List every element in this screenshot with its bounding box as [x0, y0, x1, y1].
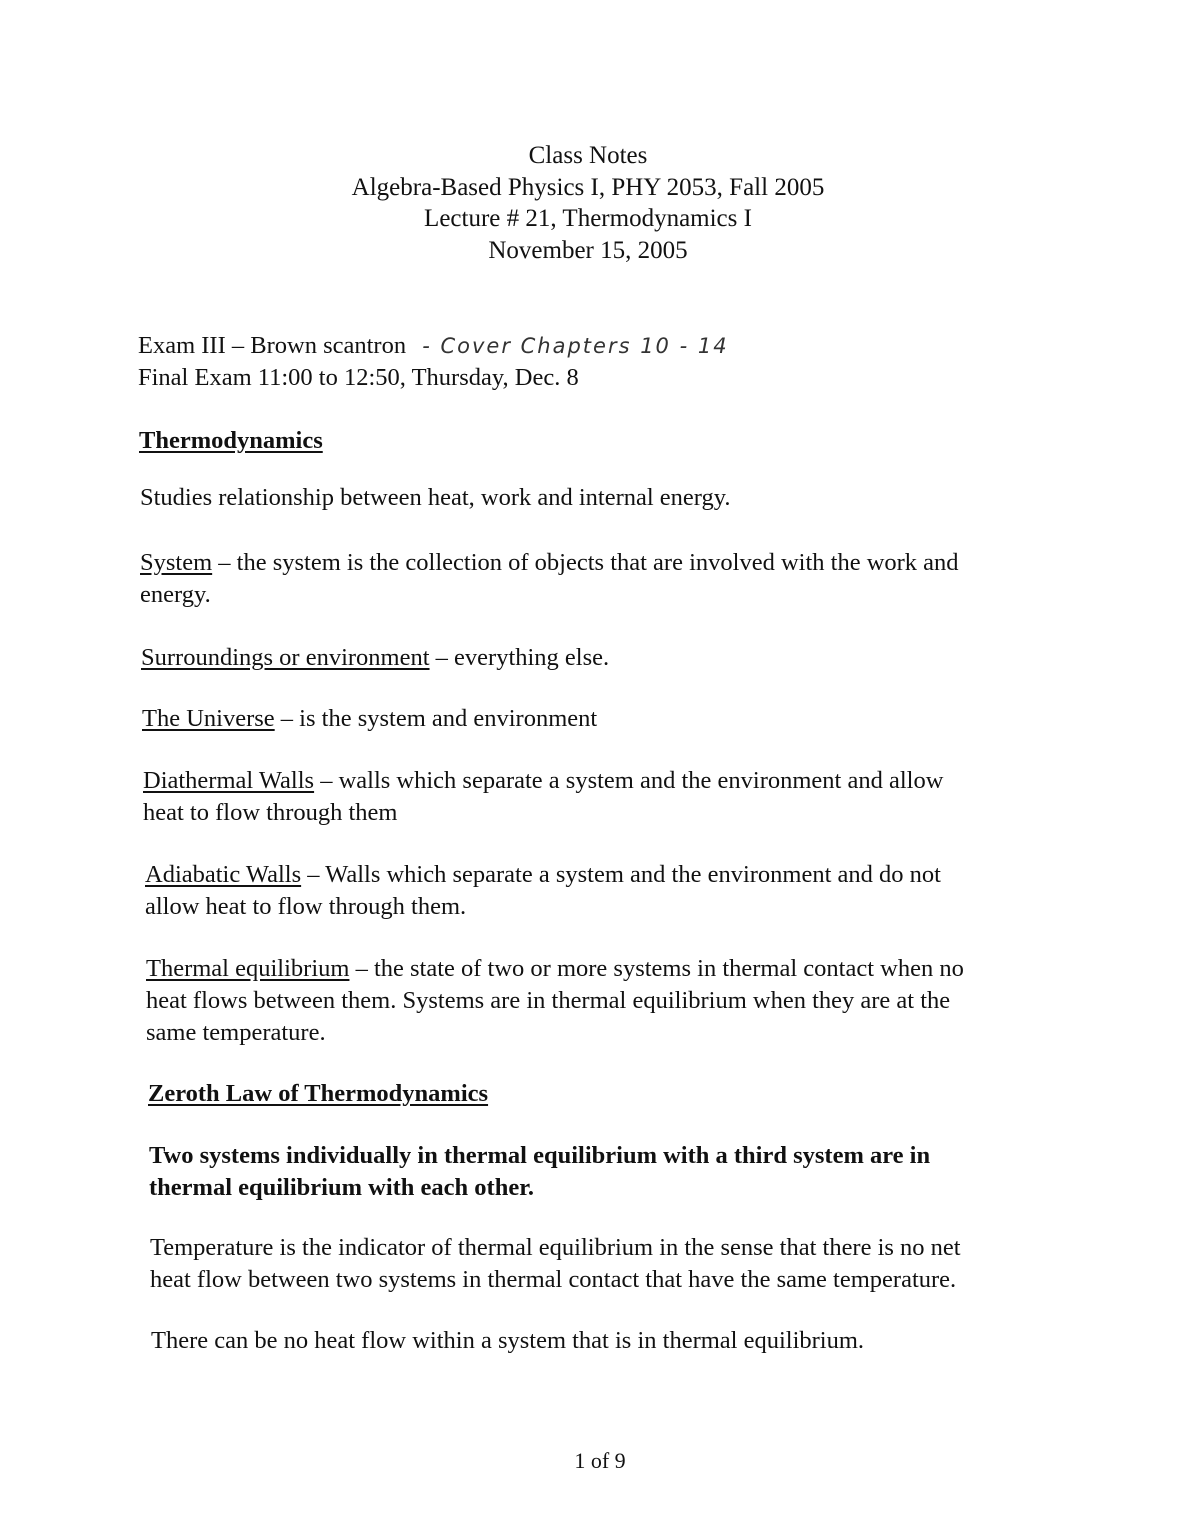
definition-adiabatic-line1: – Walls which separate a system and the environment and do not	[301, 861, 941, 888]
definition-diathermal	[143, 765, 943, 829]
definition-thermal-equilibrium	[146, 953, 964, 1049]
no-heat-flow-text: There can be no heat flow within a system that is in thermal equilibrium.	[151, 1327, 865, 1354]
header-lecture: Lecture # 21, Thermodynamics I	[424, 205, 752, 232]
temperature-paragraph-line1: Temperature is the indicator of thermal equilibrium in the sense that there is no net	[150, 1234, 961, 1261]
thermodynamics-intro-block	[140, 482, 731, 514]
page-number: 1 of 9	[574, 1448, 626, 1473]
definition-universe	[142, 703, 597, 735]
definition-equilibrium-line2: heat flows between them. Systems are in thermal equilibrium when they are at the	[146, 987, 951, 1014]
definition-system-line2: energy.	[140, 581, 211, 608]
definition-diathermal-line2: heat to flow through them	[143, 799, 398, 826]
temperature-paragraph-line2: heat flow between two systems in thermal contact that have the same temperature.	[150, 1266, 957, 1293]
thermodynamics-heading: Thermodynamics	[139, 427, 323, 454]
term-universe: The Universe	[142, 705, 275, 732]
zeroth-law-statement-line2: thermal equilibrium with each other.	[149, 1174, 534, 1201]
announcements	[138, 330, 729, 394]
header-date: November 15, 2005	[488, 236, 688, 264]
definition-adiabatic	[145, 859, 941, 923]
term-system: System	[140, 549, 213, 576]
definition-surroundings-text: – everything else.	[429, 644, 610, 671]
zeroth-law-statement-line1: Two systems individually in thermal equilibrium with a third system are in	[149, 1142, 931, 1169]
term-thermal-equilibrium: Thermal equilibrium	[146, 955, 350, 982]
definition-equilibrium-line3: same temperature.	[146, 1019, 326, 1046]
zeroth-law-heading: Zeroth Law of Thermodynamics	[148, 1080, 489, 1107]
definition-equilibrium-line1: – the state of two or more systems in thermal contact when no	[349, 955, 964, 982]
term-surroundings: Surroundings or environment	[141, 644, 430, 671]
term-adiabatic-walls: Adiabatic Walls	[145, 861, 302, 888]
definition-system	[140, 547, 959, 611]
temperature-paragraph	[150, 1232, 961, 1296]
exam3-line	[138, 330, 729, 362]
definition-adiabatic-line2: allow heat to flow through them.	[145, 893, 467, 920]
exam3-handwritten-note: - Cover Chapters 10 - 14	[422, 334, 729, 358]
header-class-notes: Class Notes	[528, 142, 648, 169]
definition-surroundings	[141, 642, 609, 674]
thermodynamics-heading-block	[139, 425, 323, 457]
zeroth-law-heading-block	[148, 1078, 488, 1110]
zeroth-law-statement	[149, 1140, 930, 1204]
thermodynamics-intro: Studies relationship between heat, work and internal energy.	[140, 484, 731, 511]
document-header	[0, 140, 1176, 266]
no-heat-flow-paragraph	[151, 1325, 864, 1357]
header-course: Algebra-Based Physics I, PHY 2053, Fall 2005	[351, 173, 825, 201]
definition-system-line1: – the system is the collection of objects that are involved with the work and	[212, 549, 959, 576]
definition-diathermal-line1: – walls which separate a system and the environment and allow	[314, 767, 944, 794]
final-exam-line: Final Exam 11:00 to 12:50, Thursday, Dec. 8	[138, 364, 579, 391]
term-diathermal-walls: Diathermal Walls	[143, 767, 315, 794]
exam3-text: Exam III – Brown scantron	[138, 332, 407, 359]
definition-universe-text: – is the system and environment	[274, 705, 598, 732]
